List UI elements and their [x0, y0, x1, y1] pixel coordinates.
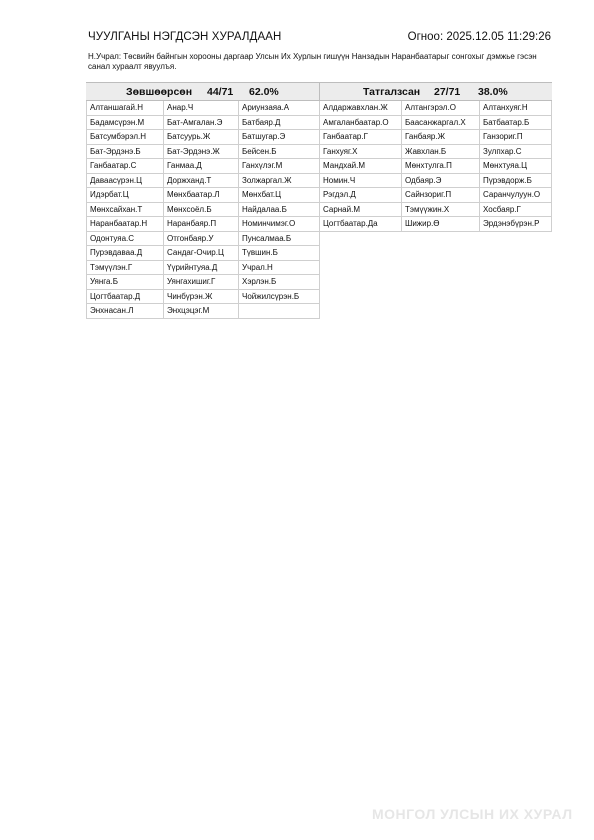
yes-member-cell: Ганбаатар.С — [86, 159, 164, 174]
yes-member-cell: Уянгахишиг.Г — [164, 275, 239, 290]
yes-member-cell — [239, 304, 320, 319]
yes-member-cell: Одонтуяа.С — [86, 232, 164, 247]
yes-count: 44/71 — [207, 86, 234, 98]
no-member-cell: Ганбаатар.Г — [320, 130, 402, 145]
document-title: ЧУУЛГАНЫ НЭГДСЭН ХУРАЛДААН — [88, 31, 282, 43]
yes-member-cell: Бат-Эрдэнэ.Ж — [164, 145, 239, 160]
no-count: 27/71 — [434, 86, 461, 98]
yes-member-cell: Тэмүүлэн.Г — [86, 261, 164, 276]
yes-member-cell: Чойжилсүрэн.Б — [239, 290, 320, 305]
yes-member-cell: Бейсен.Б — [239, 145, 320, 160]
no-member-cell: Сайнзориг.П — [402, 188, 480, 203]
yes-member-cell: Ганмаа.Д — [164, 159, 239, 174]
yes-member-cell: Сандаг-Очир.Ц — [164, 246, 239, 261]
no-member-cell: Мандхай.М — [320, 159, 402, 174]
yes-member-cell: Хэрлэн.Б — [239, 275, 320, 290]
yes-member-cell: Мөнхбат.Ц — [239, 188, 320, 203]
yes-member-cell: Учрал.Н — [239, 261, 320, 276]
no-member-cell: Шижир.Ө — [402, 217, 480, 232]
no-member-cell: Пүрэвдорж.Б — [480, 174, 552, 189]
yes-member-cell: Батсуурь.Ж — [164, 130, 239, 145]
yes-member-cell: Батбаяр.Д — [239, 116, 320, 131]
yes-group — [86, 82, 320, 319]
yes-member-cell: Ганхүлэг.М — [239, 159, 320, 174]
no-member-cell: Одбаяр.Э — [402, 174, 480, 189]
yes-member-cell: Бат-Эрдэнэ.Б — [86, 145, 164, 160]
yes-label: Зөвшөөрсөн — [126, 86, 193, 98]
no-member-cell: Амгаланбаатар.О — [320, 116, 402, 131]
yes-member-cell: Уянга.Б — [86, 275, 164, 290]
no-member-cell: Алтанхуяг.Н — [480, 101, 552, 116]
no-member-cell: Цогтбаатар.Да — [320, 217, 402, 232]
no-member-cell: Номин.Ч — [320, 174, 402, 189]
yes-member-cell: Доржханд.Т — [164, 174, 239, 189]
yes-member-cell: Найдалаа.Б — [239, 203, 320, 218]
watermark: МОНГОЛ УЛСЫН ИХ ХУРАЛ — [372, 806, 573, 822]
yes-member-cell: Наранбаяр.П — [164, 217, 239, 232]
no-group — [320, 82, 552, 232]
yes-member-cell: Идэрбат.Ц — [86, 188, 164, 203]
yes-member-cell: Отгонбаяр.У — [164, 232, 239, 247]
no-member-cell: Ганзориг.П — [480, 130, 552, 145]
yes-member-cell: Мөнхбаатар.Л — [164, 188, 239, 203]
no-member-cell: Ганбаяр.Ж — [402, 130, 480, 145]
yes-member-cell: Батсумбэрэл.Н — [86, 130, 164, 145]
no-member-cell: Сарнай.М — [320, 203, 402, 218]
no-member-cell: Алтангэрэл.О — [402, 101, 480, 116]
yes-member-cell: Номинчимэг.О — [239, 217, 320, 232]
no-member-cell: Рэгдэл.Д — [320, 188, 402, 203]
yes-member-cell: Цогтбаатар.Д — [86, 290, 164, 305]
yes-member-cell: Даваасүрэн.Ц — [86, 174, 164, 189]
no-names-grid — [320, 101, 552, 232]
yes-member-cell: Энхцэцэг.М — [164, 304, 239, 319]
yes-member-cell: Анар.Ч — [164, 101, 239, 116]
yes-member-cell: Мөнхсайхан.Т — [86, 203, 164, 218]
no-member-cell: Зулпхар.С — [480, 145, 552, 160]
no-member-cell: Жавхлан.Б — [402, 145, 480, 160]
yes-member-cell: Батшугар.Э — [239, 130, 320, 145]
no-member-cell: Тэмүүжин.Х — [402, 203, 480, 218]
yes-member-cell: Чинбүрэн.Ж — [164, 290, 239, 305]
no-member-cell: Ганхуяг.Х — [320, 145, 402, 160]
yes-member-cell: Алтаншагай.Н — [86, 101, 164, 116]
no-member-cell: Баасанжаргал.Х — [402, 116, 480, 131]
no-header — [320, 82, 552, 101]
document-header — [88, 31, 551, 47]
no-member-cell: Алдаржавхлан.Ж — [320, 101, 402, 116]
no-member-cell: Эрдэнэбүрэн.Р — [480, 217, 552, 232]
yes-header — [86, 82, 319, 101]
yes-member-cell: Мөнхсоёл.Б — [164, 203, 239, 218]
no-member-cell: Мөнхтулга.П — [402, 159, 480, 174]
yes-member-cell: Пурэвдаваа.Д — [86, 246, 164, 261]
yes-member-cell: Энхнасан.Л — [86, 304, 164, 319]
yes-names-grid — [86, 101, 319, 319]
yes-member-cell: Ариунзаяа.А — [239, 101, 320, 116]
no-member-cell: Хосбаяр.Г — [480, 203, 552, 218]
yes-member-cell: Наранбаатар.Н — [86, 217, 164, 232]
no-member-cell: Мөнхтуяа.Ц — [480, 159, 552, 174]
vote-description: Н.Учрал: Төсвийн байнгын хорооны даргаар Улсын Их Хурлын гишүүн Нанзадын Наранбаатарыг сонгохыг дэмжье гэсэн санал хураалт явуулъя. — [88, 52, 537, 71]
yes-percent: 62.0% — [249, 86, 279, 98]
yes-member-cell: Бадамсүрэн.М — [86, 116, 164, 131]
document-date: Огноо: 2025.12.05 11:29:26 — [407, 31, 551, 43]
no-percent: 38.0% — [478, 86, 508, 98]
yes-member-cell: Бат-Амгалан.Э — [164, 116, 239, 131]
no-label: Татгалзсан — [363, 86, 421, 98]
yes-member-cell: Золжаргал.Ж — [239, 174, 320, 189]
yes-member-cell: Үүрийнтуяа.Д — [164, 261, 239, 276]
yes-member-cell: Түвшин.Б — [239, 246, 320, 261]
no-member-cell: Саранчулуун.О — [480, 188, 552, 203]
yes-member-cell: Пунсалмаа.Б — [239, 232, 320, 247]
no-member-cell: Батбаатар.Б — [480, 116, 552, 131]
